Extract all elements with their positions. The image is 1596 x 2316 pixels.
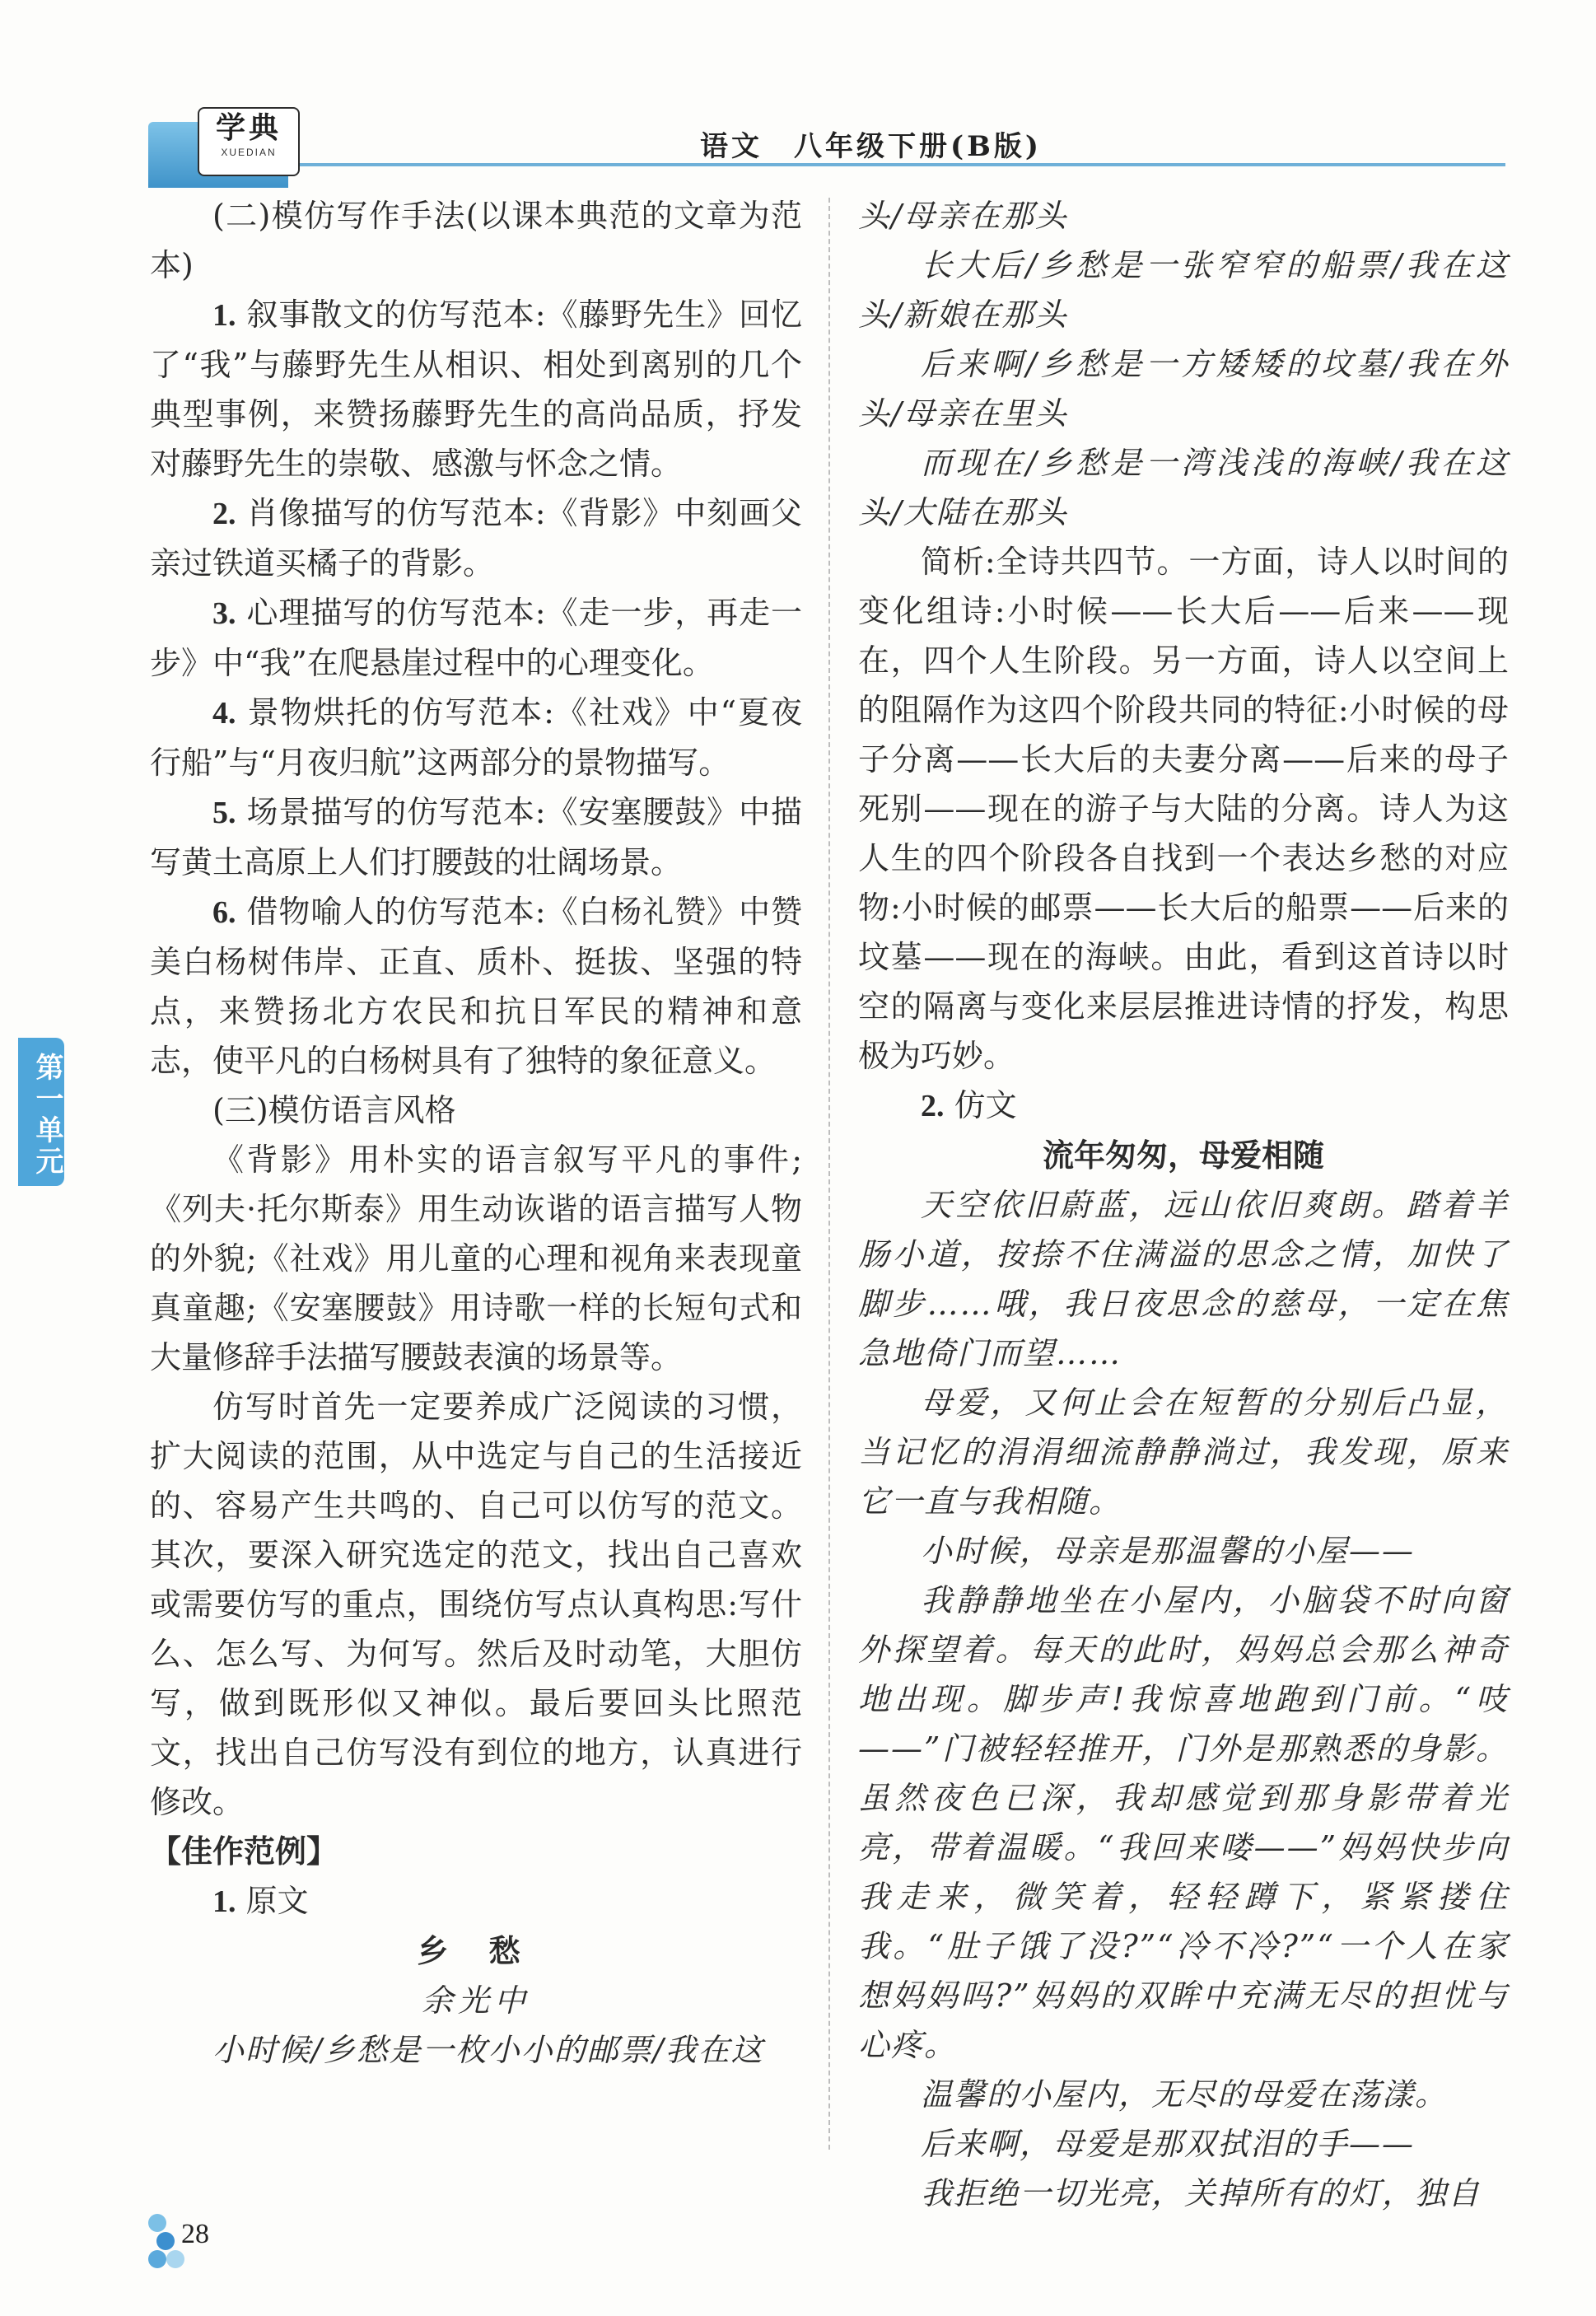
paragraph: 小时候，母亲是那温馨的小屋——	[921, 1533, 1416, 1569]
left-column	[150, 191, 802, 2075]
paragraph: 小时候/乡愁是一枚小小的邮票/我在这	[212, 2032, 764, 2068]
section-heading: 【佳作范例】	[150, 1833, 338, 1870]
item-number: 6.	[212, 895, 236, 930]
paragraph-text: 心理描写的仿写范本:《走一步，再走一步》中“我”在爬悬崖过程中的心理变化。	[150, 595, 802, 681]
paragraph: 天空依旧蔚蓝，远山依旧爽朗。踏着羊肠小道，按捺不住满溢的思念之情，加快了脚步……哦，我日夜思念的慈母，一定在焦急地倚门而望……	[858, 1187, 1509, 1371]
paragraph: 我静静地坐在小屋内，小脑袋不时向窗外探望着。每天的此时，妈妈总会那么神奇地出现。脚步声!我惊喜地跑到门前。“吱——”门被轻轻推开，门外是那熟悉的身影。虽然夜色已深，我却感觉到那身影带着光亮，带着温暖。“我回来喽——”妈妈快步向我走来，微笑着，轻轻蹲下，紧紧搂住我。“肚子饿了没?”“冷不冷?”“一个人在家想妈妈吗?”妈妈的双眸中充满无尽的担忧与心疼。	[858, 1582, 1509, 2063]
numbered-paragraph	[150, 688, 802, 787]
paragraph-text: 借物喻人的仿写范本:《白杨礼赞》中赞美白杨树伟岸、正直、质朴、挺拔、坚强的特点，来赞扬北方农民和抗日军民的精神和意志，使平凡的白杨树具有了独特的象征意义。	[150, 894, 802, 1079]
paragraph-text: 叙事散文的仿写范本:《藤野先生》回忆了“我”与藤野先生从相识、相处到离别的几个典型事例，来赞扬藤野先生的高尚品质，抒发对藤野先生的崇敬、感激与怀念之情。	[150, 297, 802, 482]
item-number: 2.	[921, 1089, 945, 1123]
page-footer	[148, 2207, 313, 2273]
paragraph-text: 肖像描写的仿写范本:《背影》中刻画父亲过铁道买橘子的背影。	[150, 495, 802, 581]
numbered-paragraph	[150, 787, 802, 887]
hexagon-decoration-icon	[148, 2250, 166, 2268]
item-number: 4.	[212, 696, 236, 731]
column-divider	[828, 198, 830, 2150]
paragraph: 母爱，又何止会在短暂的分别后凸显，当记忆的涓涓细流静静淌过，我发现，原来它一直与我相随。	[858, 1384, 1509, 1520]
unit-side-tab: 第一单元	[18, 1038, 64, 1186]
paragraph: 《背影》用朴实的语言叙写平凡的事件;《列夫·托尔斯泰》用生动诙谐的语言描写人物的外貌;《社戏》用儿童的心理和视角来表现童真童趣;《安塞腰鼓》用诗歌一样的长短句式和大量修辞手法描写腰鼓表演的场景等。	[150, 1142, 802, 1375]
hexagon-decoration-icon	[156, 2232, 175, 2250]
item-number: 2.	[212, 497, 236, 531]
paragraph: 后来啊，母爱是那双拭泪的手——	[921, 2126, 1416, 2162]
page-number: 28	[181, 2219, 209, 2249]
paragraph: (二)模仿写作手法(以课本典范的文章为范本)	[150, 198, 802, 283]
paragraph: 后来啊/乡愁是一方矮矮的坟墓/我在外头/母亲在里头	[858, 346, 1509, 432]
paragraph-text: 仿文	[944, 1087, 1017, 1123]
paragraph-text: 场景描写的仿写范本:《安塞腰鼓》中描写黄土高原上人们打腰鼓的壮阔场景。	[150, 794, 802, 880]
right-column	[858, 191, 1509, 2218]
numbered-paragraph	[150, 588, 802, 688]
logo-chinese: 学典	[215, 110, 282, 145]
paragraph: 我拒绝一切光亮，关掉所有的灯，独自	[921, 2175, 1482, 2211]
numbered-paragraph	[150, 488, 802, 588]
logo-english: XUEDIAN	[221, 147, 277, 158]
publisher-logo	[198, 107, 300, 176]
numbered-paragraph	[150, 290, 802, 488]
paragraph: 温馨的小屋内，无尽的母爱在荡漾。	[921, 2076, 1449, 2113]
numbered-paragraph	[150, 1876, 802, 1926]
hexagon-decoration-icon	[148, 2214, 166, 2232]
paragraph: 头/母亲在那头	[858, 198, 1068, 234]
essay-title: 流年匆匆，母爱相随	[1042, 1137, 1324, 1174]
item-number: 5.	[212, 796, 236, 830]
numbered-paragraph	[858, 1081, 1509, 1131]
numbered-paragraph	[150, 887, 802, 1086]
paragraph: 仿写时首先一定要养成广泛阅读的习惯，扩大阅读的范围，从中选定与自己的生活接近的、容易产生共鸣的、自己可以仿写的范文。其次，要深入研究选定的范文，找出自己喜欢或需要仿写的重点，围绕仿写点认真构思:写什么、怎么写、为何写。然后及时动笔，大胆仿写，做到既形似又神似。最后要回头比照范文，找出自己仿写没有到位的地方，认真进行修改。	[150, 1389, 802, 1820]
hexagon-decoration-icon	[166, 2250, 184, 2268]
poem-title: 乡 愁	[417, 1933, 535, 1969]
item-number: 1.	[212, 1884, 236, 1919]
page-header	[0, 99, 1596, 181]
poem-author: 余光中	[421, 1982, 530, 2019]
paragraph: 简析:全诗共四节。一方面，诗人以时间的变化组诗:小时候——长大后——后来——现在，四个人生阶段。另一方面，诗人以空间上的阻隔作为这四个阶段共同的特征:小时候的母子分离——长大后的夫妻分离——后来的母子死别——现在的游子与大陆的分离。诗人为这人生的四个阶段各自找到一个表达乡愁的对应物:小时候的邮票——长大后的船票——后来的坟墓——现在的海峡。由此，看到这首诗以时空的隔离与变化来层层推进诗情的抒发，构思极为巧妙。	[858, 544, 1509, 1074]
paragraph-text: 景物烘托的仿写范本:《社戏》中“夏夜行船”与“月夜归航”这两部分的景物描写。	[150, 694, 802, 781]
paragraph: 长大后/乡愁是一张窄窄的船票/我在这头/新娘在那头	[858, 247, 1509, 333]
item-number: 3.	[212, 596, 236, 631]
paragraph: (三)模仿语言风格	[212, 1092, 456, 1128]
item-number: 1.	[212, 298, 236, 333]
paragraph-text: 原文	[236, 1883, 309, 1919]
book-title: 语文 八年级下册(B版)	[700, 130, 1042, 163]
paragraph: 而现在/乡愁是一湾浅浅的海峡/我在这头/大陆在那头	[858, 445, 1509, 530]
